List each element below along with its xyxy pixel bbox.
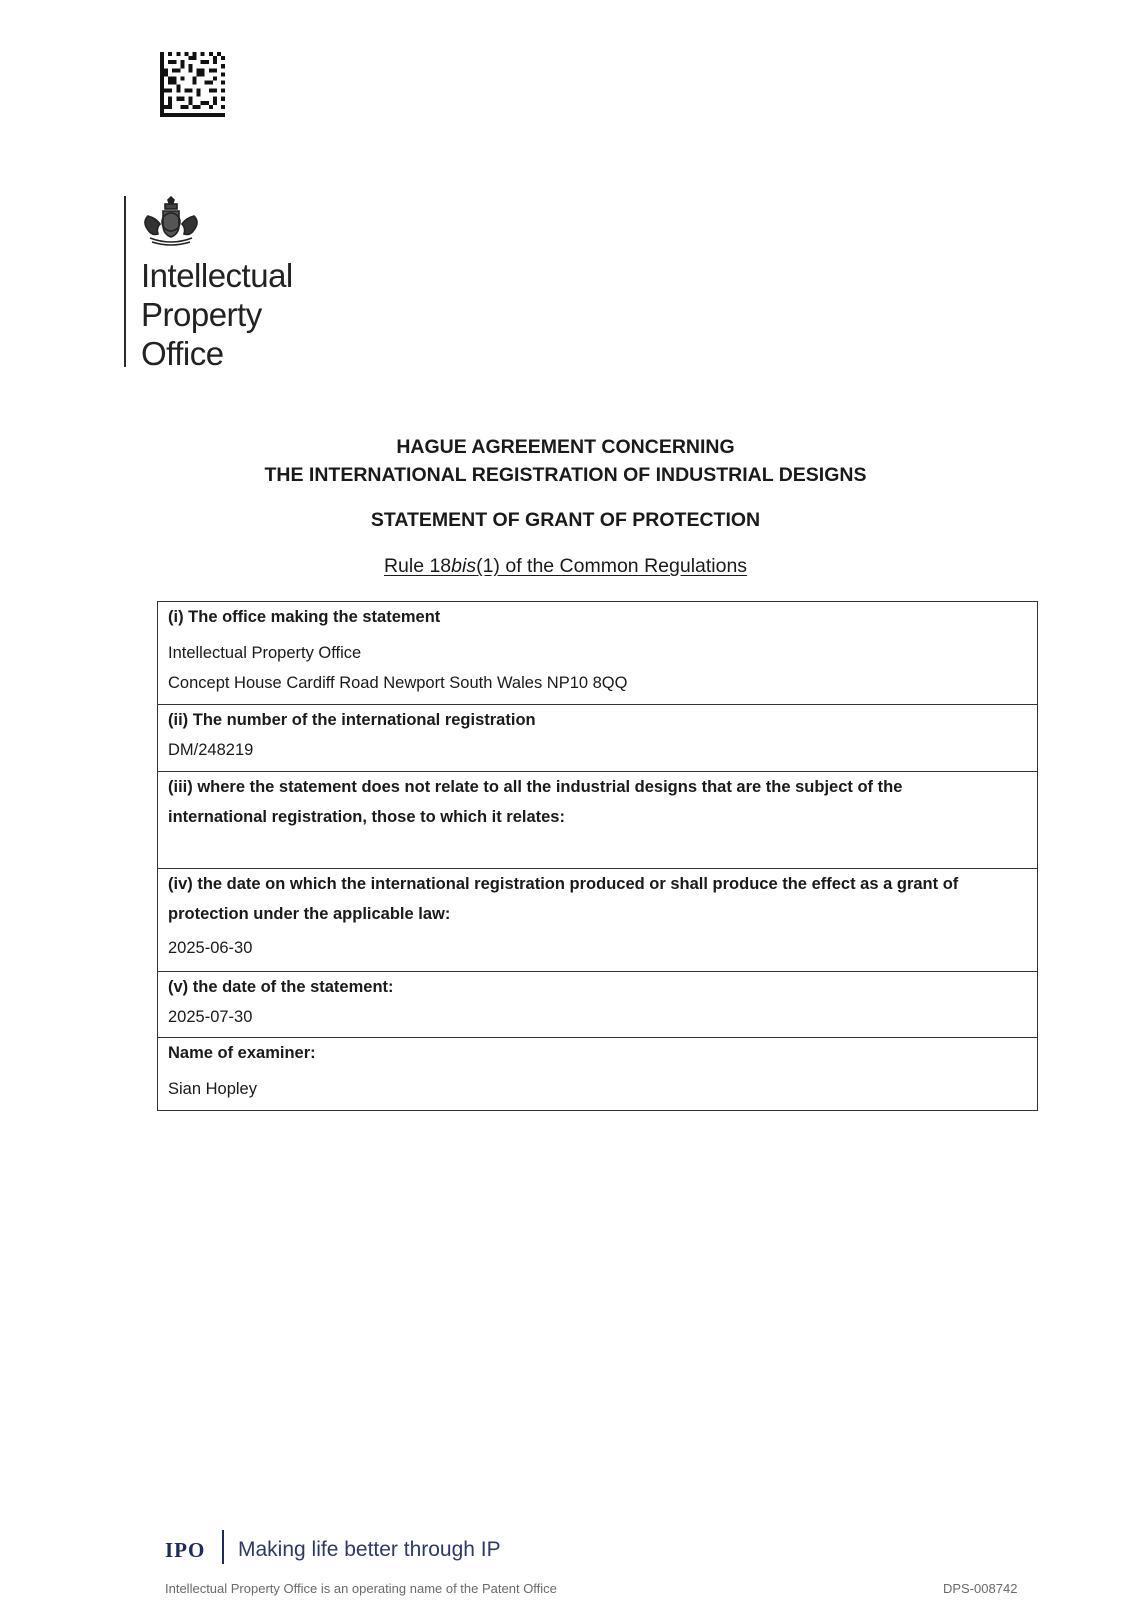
- rule-suffix: (1) of the Common Regulations: [476, 555, 748, 577]
- rule-reference: [0, 555, 1131, 578]
- statement-date-value: 2025-07-30: [168, 1008, 253, 1026]
- statement-date-row: [158, 972, 1037, 1038]
- examiner-label: Name of examiner:: [168, 1044, 316, 1062]
- office-row: [158, 602, 1037, 705]
- logo-line-2: Property: [141, 296, 262, 333]
- registration-number: DM/248219: [168, 741, 254, 759]
- document-code: DPS-008742: [943, 1581, 1018, 1596]
- footer-note: Intellectual Property Office is an operating name of the Patent Office: [165, 1581, 557, 1596]
- office-name: Intellectual Property Office: [168, 644, 362, 662]
- office-label: (i) The office making the statement: [168, 608, 441, 626]
- registration-label: (ii) The number of the international registration: [168, 711, 536, 729]
- effect-date-label-line-1: (iv) the date on which the international registration produced or shall produce the effect as a grant of: [168, 875, 959, 893]
- statement-table: [157, 601, 1038, 1111]
- heading-line-1: HAGUE AGREEMENT CONCERNING: [396, 436, 735, 458]
- designs-label-line-2: international registration, those to which it relates:: [168, 808, 565, 826]
- examiner-name: Sian Hopley: [168, 1080, 257, 1098]
- designs-row: [158, 772, 1037, 869]
- heading-line-2: THE INTERNATIONAL REGISTRATION OF INDUSTRIAL DESIGNS: [264, 464, 867, 486]
- office-address: Concept House Cardiff Road Newport South Wales NP10 8QQ: [168, 674, 628, 692]
- effect-date-label-line-2: protection under the applicable law:: [168, 905, 451, 923]
- logo-line-3: Office: [141, 335, 224, 372]
- logo-wordmark: [141, 256, 293, 373]
- logo-divider: [124, 196, 126, 367]
- footer-tagline: Making life better through IP: [238, 1538, 501, 1561]
- effect-date-row: [158, 869, 1037, 972]
- rule-italic: bis: [451, 555, 477, 577]
- footer-brand: IPO: [165, 1538, 206, 1562]
- statement-date-label: (v) the date of the statement:: [168, 978, 394, 996]
- royal-coat-of-arms-icon: [138, 196, 204, 250]
- footer-divider: [222, 1530, 224, 1564]
- document-title: STATEMENT OF GRANT OF PROTECTION: [370, 509, 761, 531]
- examiner-row: [158, 1038, 1037, 1110]
- registration-row: [158, 705, 1037, 772]
- datamatrix-barcode: [160, 52, 225, 117]
- effect-date-value: 2025-06-30: [168, 939, 253, 957]
- ipo-logo: [124, 196, 324, 371]
- designs-label-line-1: (iii) where the statement does not relate to all the industrial designs that are the subject of the: [168, 778, 903, 796]
- logo-line-1: Intellectual: [141, 257, 293, 294]
- rule-prefix: Rule 18: [383, 555, 452, 577]
